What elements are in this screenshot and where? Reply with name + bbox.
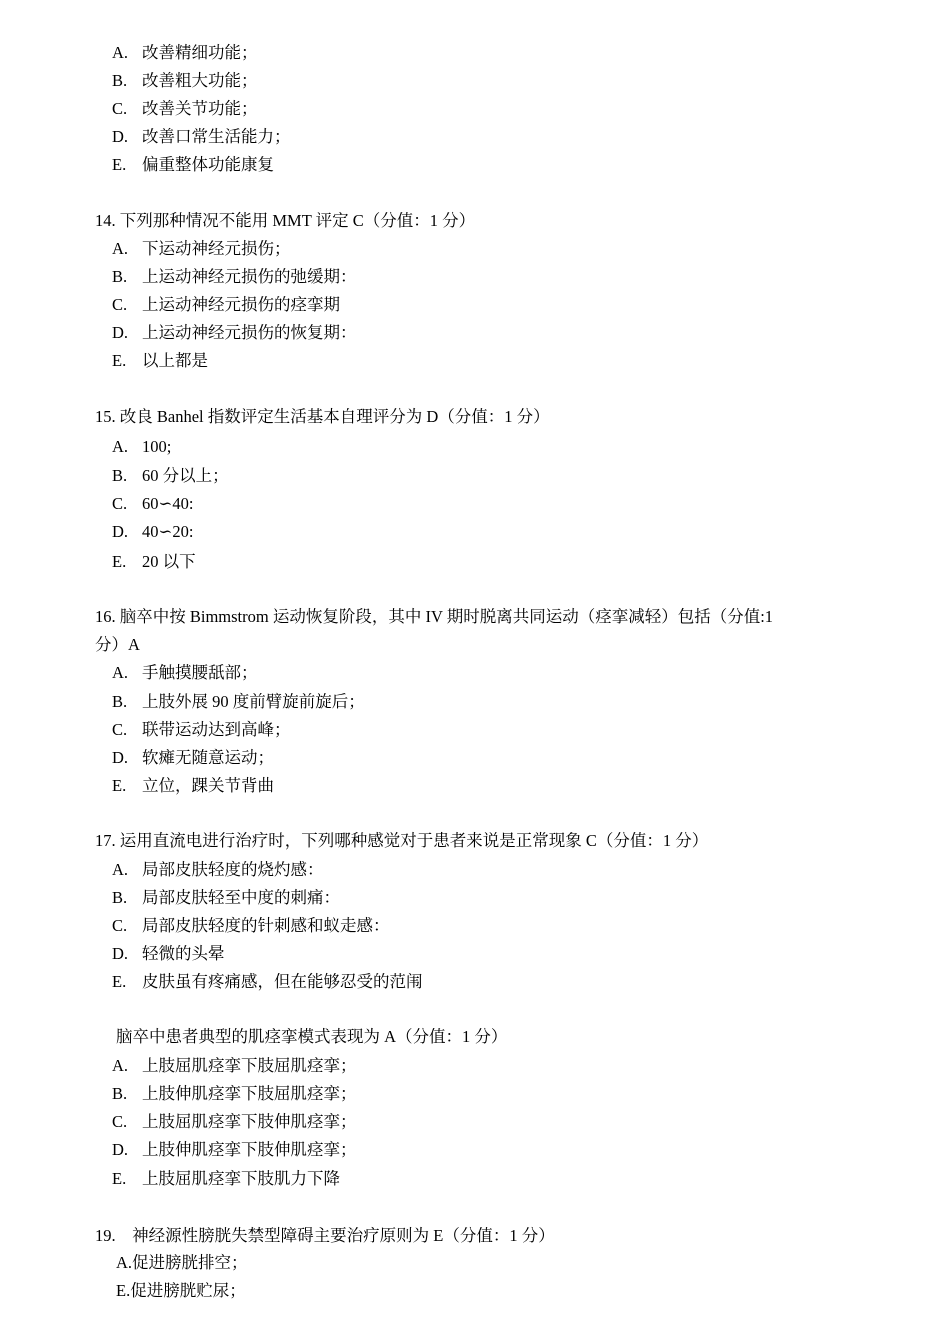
q19-stem: 19. 神经源性膀胱失禁型障碍主要治疗原则为 E（分值：1 分）: [95, 1226, 555, 1245]
q19-option-a: A.促进膀胱排空；: [116, 1253, 248, 1272]
q13-option-e: E. 偏重整体功能康复: [112, 155, 274, 174]
q17-option-c: C. 局部皮肤轻度的针刺感和蚁走感：: [112, 916, 390, 935]
q13-option-b: B. 改善粗大功能；: [112, 71, 258, 90]
q17-stem: 17. 运用直流电进行治疗时，下列哪种感觉对于患者来说是正常现象 C（分值：1 分）: [95, 831, 709, 850]
q15-option-a: A. 100;: [112, 437, 172, 456]
q16-option-a: A. 手触摸腰舐部；: [112, 663, 258, 682]
q18-stem: 脑卒中患者典型的肌痉挛模式表现为 A（分值：1 分）: [116, 1027, 508, 1046]
q16-option-b: B. 上肢外展 90 度前臂旋前旋后；: [112, 692, 365, 711]
q16-stem-line-1: 16. 脑卒中按 Bimmstrom 运动恢复阶段，其中 IV 期时脱离共同运动（痉挛减轻）包括（分值:1: [95, 607, 774, 626]
q17-option-a: A. 局部皮肤轻度的烧灼感：: [112, 860, 324, 879]
q14-option-c: C. 上运动神经元损伤的痉挛期: [112, 295, 340, 314]
q18-option-e: E. 上肢屈肌痉挛下肢肌力下降: [112, 1169, 340, 1188]
q19-option-e: E.促进膀胱贮尿；: [116, 1281, 246, 1300]
q13-option-d: D. 改善口常生活能力；: [112, 127, 291, 146]
q17-option-e: E. 皮肤虽有疼痛感，但在能够忍受的范闱: [112, 972, 423, 991]
q18-option-a: A. 上肢屈肌痉挛下肢屈肌痉挛；: [112, 1056, 357, 1075]
q14-option-a: A. 下运动神经元损伤；: [112, 239, 291, 258]
q13-option-c: C. 改善关节功能；: [112, 99, 258, 118]
q17-option-b: B. 局部皮肤轻至中度的刺痛：: [112, 888, 340, 907]
q15-stem: 15. 改良 Banhel 指数评定生活基本自理评分为 D（分值：1 分）: [95, 407, 550, 426]
q14-stem: 14. 下列那种情况不能用 MMT 评定 C（分值：1 分）: [95, 211, 476, 230]
q13-option-a: A. 改善精细功能；: [112, 43, 258, 62]
q16-option-e: E. 立位，踝关节背曲: [112, 776, 274, 795]
q16-stem-line-2: 分）A: [95, 635, 140, 654]
q15-option-c: C. 60∽40:: [112, 494, 194, 513]
q15-option-d: D. 40∽20:: [112, 522, 194, 541]
q18-option-b: B. 上肢伸肌痉挛下肢屈肌痉挛；: [112, 1084, 357, 1103]
q16-option-c: C. 联带运动达到高峰；: [112, 720, 291, 739]
q18-option-d: D. 上肢伸肌痉挛下肢伸肌痉挛；: [112, 1140, 357, 1159]
q15-option-e: E. 20 以下: [112, 552, 196, 571]
q15-option-b: B. 60 分以上；: [112, 466, 229, 485]
q16-option-d: D. 软瘫无随意运动；: [112, 748, 274, 767]
q17-option-d: D. 轻微的头晕: [112, 944, 225, 963]
q14-option-b: B. 上运动神经元损伤的弛缓期：: [112, 267, 357, 286]
q14-option-d: D. 上运动神经元损伤的恢复期：: [112, 323, 357, 342]
q14-option-e: E. 以上都是: [112, 351, 208, 370]
q18-option-c: C. 上肢屈肌痉挛下肢伸肌痉挛；: [112, 1112, 357, 1131]
